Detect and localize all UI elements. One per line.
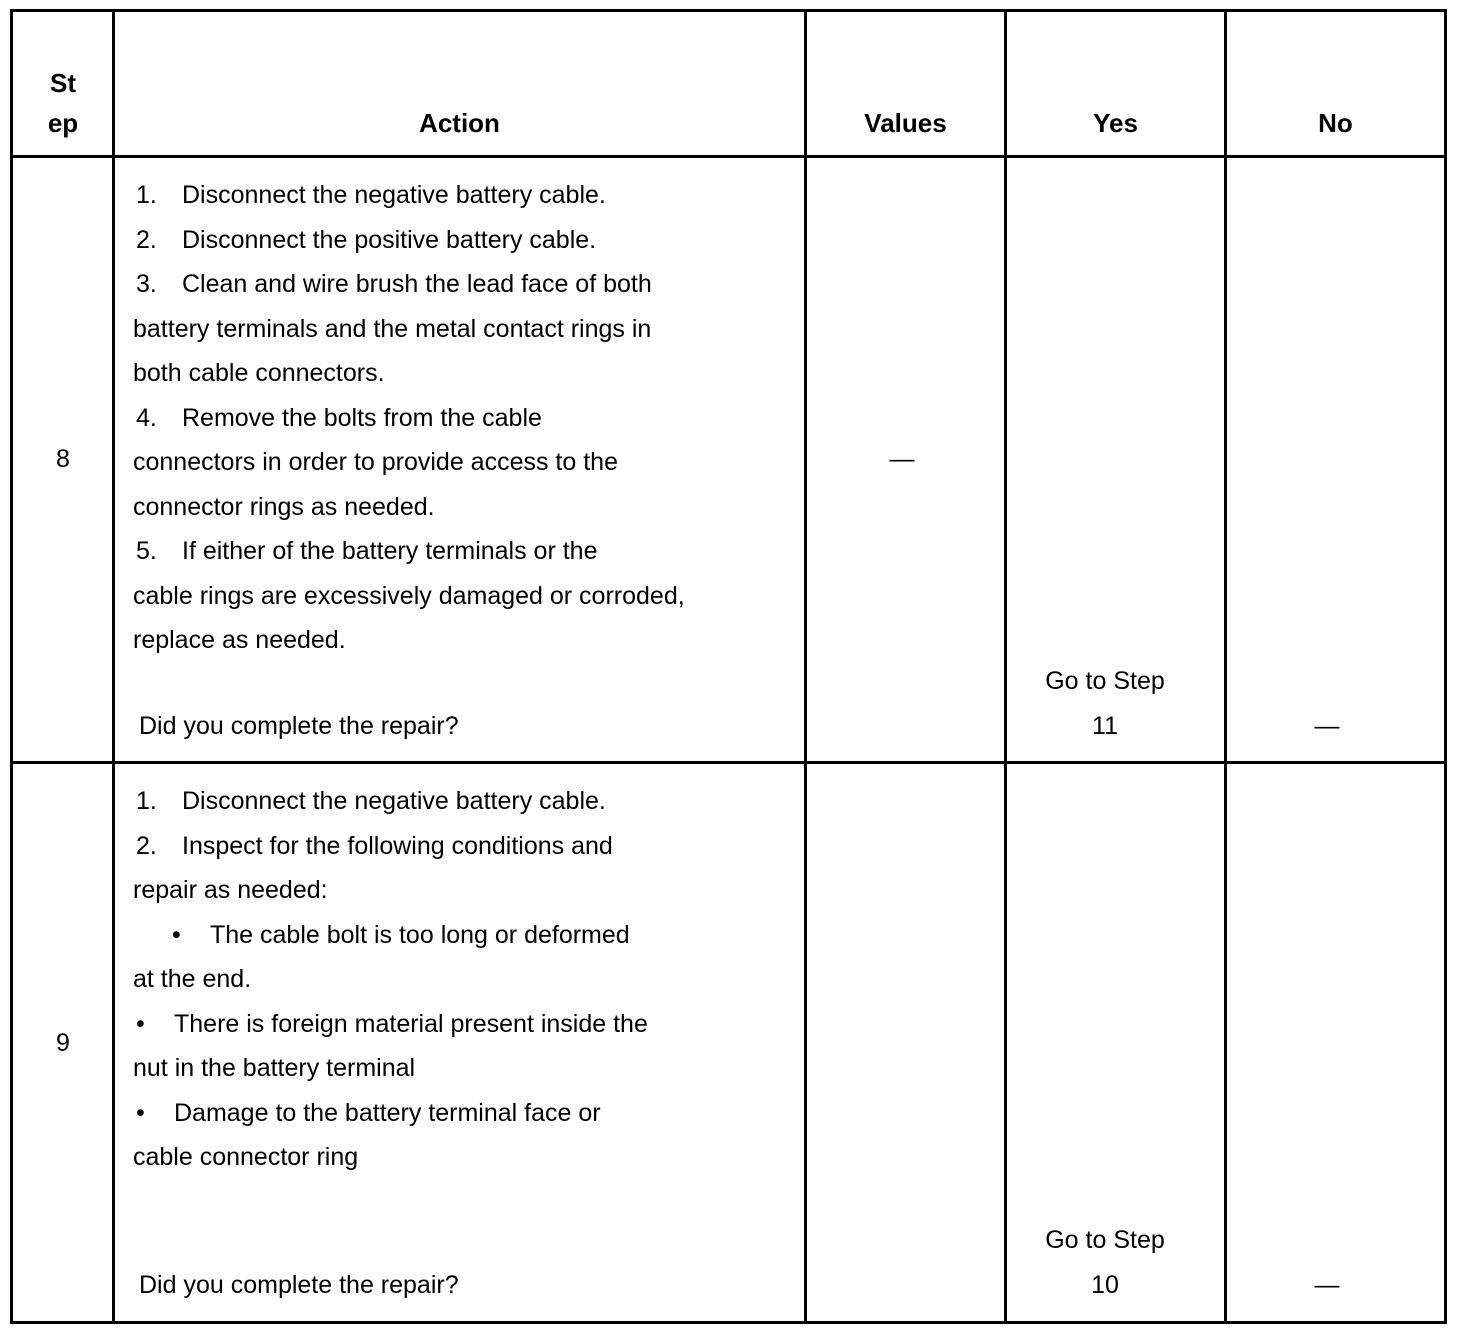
question: Did you complete the repair? [139, 712, 459, 740]
step-item-number: 3. [136, 270, 157, 298]
action-line [133, 868, 648, 913]
header-action: Action [419, 108, 500, 138]
yes-cell [1007, 1218, 1203, 1307]
question: Did you complete the repair? [139, 1271, 459, 1299]
action-text: If either of the battery terminals or the [182, 537, 598, 565]
yes-step-number: 10 [1091, 1270, 1119, 1299]
action-text: The cable bolt is too long or deformed [210, 920, 630, 949]
bullet-icon: • [172, 920, 181, 949]
action-line [133, 913, 648, 958]
step-number: 8 [56, 445, 70, 473]
yes-text: Go to Step [1045, 667, 1165, 695]
action-text: repair as needed: [133, 876, 328, 904]
action-line [133, 1002, 648, 1047]
action-line [133, 1046, 648, 1091]
action-text: Disconnect the negative battery cable. [182, 181, 606, 209]
action-line [133, 1091, 648, 1136]
action-text: nut in the battery terminal [133, 1054, 416, 1082]
action-text: There is foreign material present inside the [174, 1009, 648, 1038]
action-text: battery terminals and the metal contact rings in [133, 314, 652, 343]
bullet-icon: • [136, 1009, 145, 1038]
no-cell: — [1314, 712, 1340, 740]
action-text: Disconnect the negative battery cable. [182, 787, 606, 815]
table-border-bottom [10, 1321, 1447, 1324]
column-divider [112, 9, 115, 1324]
action-line [133, 173, 685, 218]
action-text: both cable connectors. [133, 359, 385, 387]
column-divider [1224, 9, 1227, 1324]
yes-cell [1007, 659, 1203, 748]
action-text: at the end. [133, 965, 252, 993]
header-no: No [1318, 108, 1353, 138]
action-line [133, 779, 648, 824]
action-line [133, 529, 685, 574]
header-step [20, 63, 106, 143]
action-text: cable rings are excessively damaged or corroded, [133, 581, 685, 610]
action-line [133, 262, 685, 307]
action-text: connectors in order to provide access to the [133, 448, 618, 476]
action-text: Inspect for the following conditions and [182, 831, 613, 860]
action-line [133, 574, 685, 619]
action-line [133, 824, 648, 869]
row-divider [10, 761, 1447, 764]
action-line [133, 485, 685, 530]
no-cell: — [1314, 1271, 1340, 1299]
column-divider [804, 9, 807, 1324]
step-item-number: 4. [136, 403, 157, 432]
action-line [133, 351, 685, 396]
table-border-top [10, 9, 1447, 12]
action-text: replace as needed. [133, 626, 346, 654]
action-line [133, 1135, 648, 1180]
troubleshooting-table [10, 9, 1447, 1324]
action-text: Clean and wire brush the lead face of both [182, 270, 652, 298]
step-item-number: 2. [136, 831, 157, 860]
action-text: cable connector ring [133, 1143, 359, 1171]
header-divider [10, 155, 1447, 158]
action-list [133, 173, 685, 663]
action-line [133, 307, 685, 352]
header-values: Values [864, 108, 947, 138]
step-item-number: 2. [136, 225, 157, 254]
header-step-line2: ep [47, 108, 79, 138]
yes-text: Go to Step [1045, 1226, 1165, 1254]
values-cell: — [889, 445, 915, 473]
action-line [133, 957, 648, 1002]
header-step-line1: St [50, 68, 76, 98]
action-list [133, 779, 648, 1180]
table-border-left [10, 9, 13, 1324]
step-item-number: 1. [136, 787, 157, 815]
action-line [133, 440, 685, 485]
action-text: Remove the bolts from the cable [182, 403, 542, 432]
action-text: connector rings as needed. [133, 492, 435, 521]
table-border-right [1444, 9, 1447, 1324]
action-text: Damage to the battery terminal face or [174, 1098, 601, 1127]
action-line [133, 218, 685, 263]
header-yes: Yes [1093, 108, 1138, 138]
bullet-icon: • [136, 1098, 145, 1127]
action-line [133, 618, 685, 663]
action-text: Disconnect the positive battery cable. [182, 225, 597, 254]
step-item-number: 5. [136, 537, 157, 565]
step-item-number: 1. [136, 181, 157, 209]
yes-step-number: 11 [1092, 711, 1118, 740]
action-line [133, 396, 685, 441]
step-number: 9 [56, 1029, 70, 1057]
